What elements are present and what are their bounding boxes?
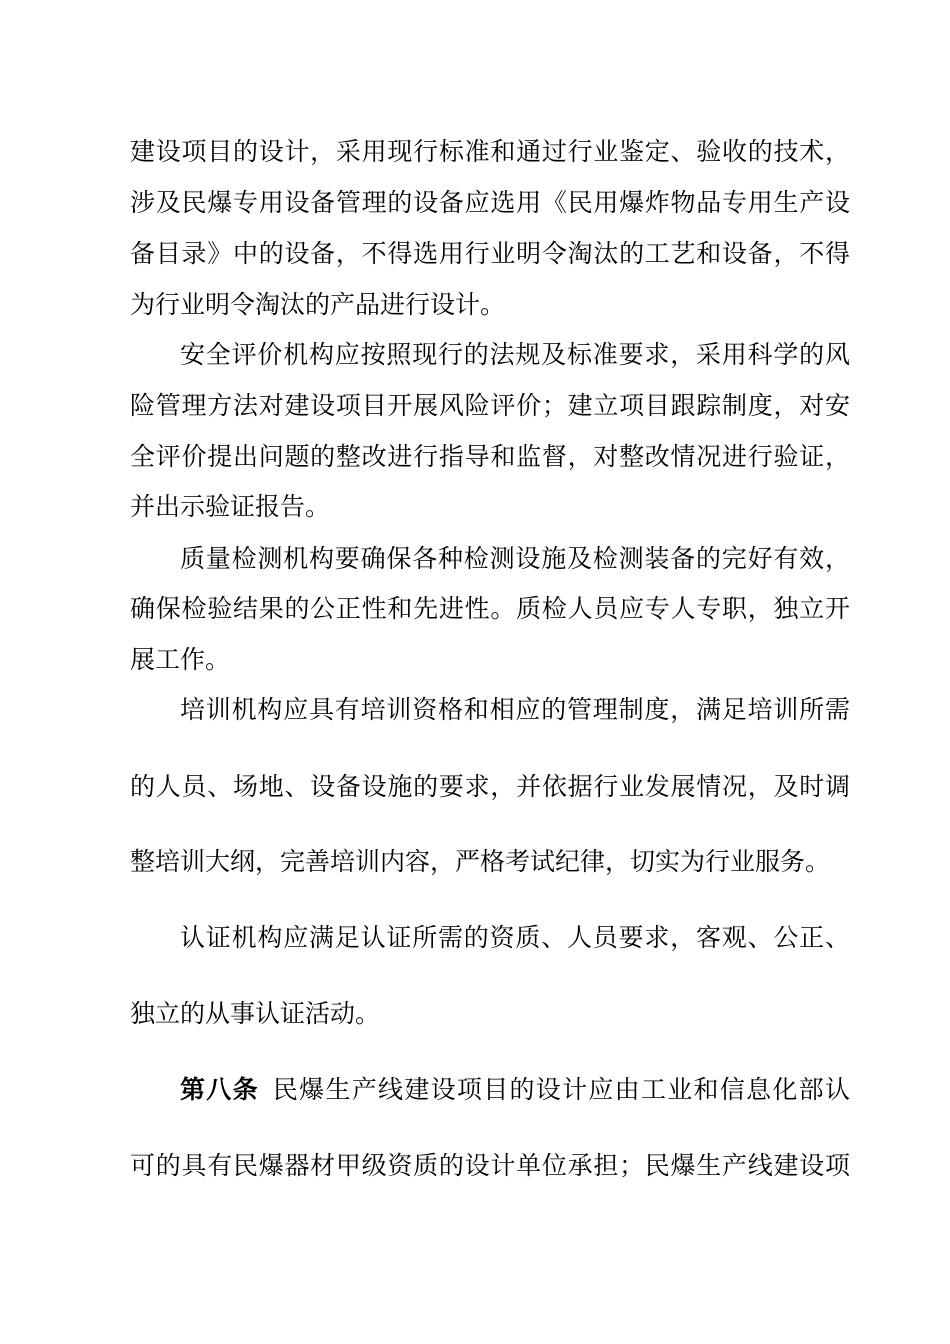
text-line: 认证机构应满足认证所需的资质、人员要求，客观、公正、 — [180, 923, 850, 952]
text-line: 备目录》中的设备，不得选用行业明令淘汰的工艺和设备，不得 — [130, 239, 850, 268]
article-line — [180, 1070, 850, 1110]
text-line: 全评价提出问题的整改进行指导和监督，对整改情况进行验证， — [130, 442, 850, 471]
article-label: 第八条 — [180, 1075, 259, 1104]
text-line: 险管理方法对建设项目开展风险评价；建立项目跟踪制度，对安 — [130, 391, 850, 420]
text-line: 确保检验结果的公正性和先进性。质检人员应专人专职，独立开 — [130, 594, 850, 623]
text-line: 独立的从事认证活动。 — [130, 999, 381, 1028]
article-text: 民爆生产线建设项目的设计应由工业和信息化部认 — [272, 1075, 850, 1104]
text-line: 涉及民爆专用设备管理的设备应选用《民用爆炸物品专用生产设 — [130, 188, 850, 217]
text-line: 质量检测机构要确保各种检测设施及检测装备的完好有效， — [180, 544, 850, 573]
text-line: 培训机构应具有培训资格和相应的管理制度，满足培训所需 — [180, 695, 850, 724]
text-line: 展工作。 — [130, 645, 231, 674]
text-line: 为行业明令淘汰的产品进行设计。 — [130, 290, 506, 319]
text-line: 整培训大纲，完善培训内容，严格考试纪律，切实为行业服务。 — [130, 847, 831, 876]
text-line: 并出示验证报告。 — [130, 492, 331, 521]
text-line: 可的具有民爆器材甲级资质的设计单位承担；民爆生产线建设项 — [130, 1151, 850, 1180]
text-line: 安全评价机构应按照现行的法规及标准要求，采用科学的风 — [180, 340, 850, 369]
text-line: 建设项目的设计，采用现行标准和通过行业鉴定、验收的技术， — [130, 137, 850, 166]
text-line: 的人员、场地、设备设施的要求，并依据行业发展情况，及时调 — [130, 772, 850, 801]
